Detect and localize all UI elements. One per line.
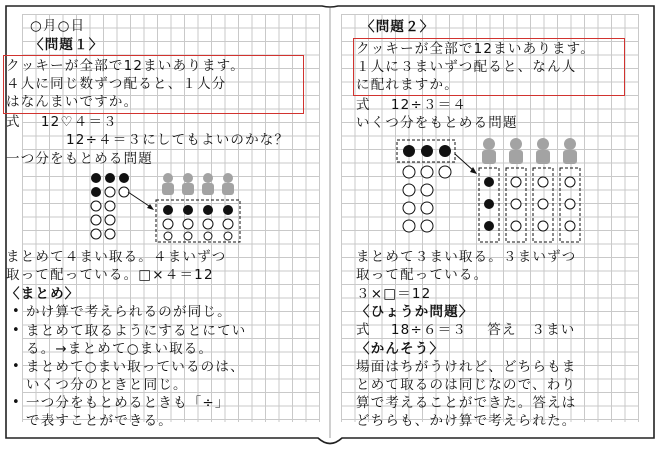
right-page [341, 14, 639, 429]
summary-bullet-3b: いくつ分のときと同じ。 [26, 377, 188, 393]
impression-line-3: 算で考えることができた。答えは [356, 395, 577, 411]
person-icons [482, 138, 577, 164]
problem1-line-1: クッキーが全部で12まいあります。 [6, 58, 245, 74]
summary-bullet-3a: まとめて○まい取っているのは、 [26, 359, 245, 375]
problem1-title: 〈問題１〉 [30, 37, 104, 53]
impression-title: 〈かんそう〉 [356, 341, 445, 357]
practice-title: 〈ひょうか問題〉 [356, 304, 474, 320]
left-cookie-diagram [70, 166, 260, 246]
summary-bullet-4b: で表すことができる。 [26, 413, 173, 429]
right-after-line-3: ３×□＝12 [356, 286, 432, 302]
left-after-line-1: まとめて４まい取る。４まいずつ [6, 249, 227, 265]
impression-line-4: どちらも、かけ算で考えられた。 [356, 413, 577, 429]
bullet-dot-icon: • [12, 359, 20, 374]
bullet-dot-icon: • [12, 323, 20, 338]
bullet-dot-icon: • [12, 304, 20, 319]
problem1-line-2: ４人に同じ数ずつ配ると、１人分 [6, 76, 227, 92]
cookie-pile [91, 173, 129, 239]
expression-2: 12÷４＝３にしてもよいのかな？ [66, 132, 290, 148]
left-page [6, 14, 320, 429]
expression-1: 式 12♡４＝３ [6, 114, 118, 130]
summary-bullet-2a: まとめて取るようにするとにてい [26, 323, 247, 339]
summary-title: 〈まとめ〉 [6, 286, 80, 302]
summary-bullet-2b: る。→まとめて○まい取る。 [26, 341, 214, 357]
problem2-line-1: クッキーが全部で12まいあります。 [356, 41, 595, 57]
impression-line-1: 場面はちがうけれど、どちらもま [356, 359, 577, 375]
right-cookie-diagram [393, 136, 593, 244]
date-label: ○月○日 [30, 18, 86, 34]
problem2-line-2: １人に３まいずつ配ると、なん人 [356, 59, 577, 75]
bullet-dot-icon: • [12, 395, 20, 410]
expression-right: 式 12÷３＝４ [356, 97, 468, 113]
problem1-line-3: はなんまいですか。 [6, 94, 139, 110]
summary-bullet-4a: 一つ分をもとめるときも「÷」 [26, 395, 230, 411]
person-icons [162, 173, 234, 195]
right-after-line-1: まとめて３まい取る。３まいずつ [356, 249, 577, 265]
topic-label: 一つ分をもとめる問題 [6, 151, 153, 167]
summary-bullet-1: かけ算で考えられるのが同じ。 [26, 304, 232, 320]
topic-right: いくつ分をもとめる問題 [356, 115, 518, 131]
left-after-line-2: 取って配っている。□×４＝12 [6, 267, 214, 283]
practice-expression: 式 18÷６＝３ 答え ３まい [356, 322, 576, 338]
problem2-line-3: に配れますか。 [356, 77, 459, 93]
problem2-title: 〈問題２〉 [361, 19, 435, 35]
right-after-line-2: 取って配っている。 [356, 267, 489, 283]
impression-line-2: とめて取るのは同じなので、わり [356, 377, 577, 393]
